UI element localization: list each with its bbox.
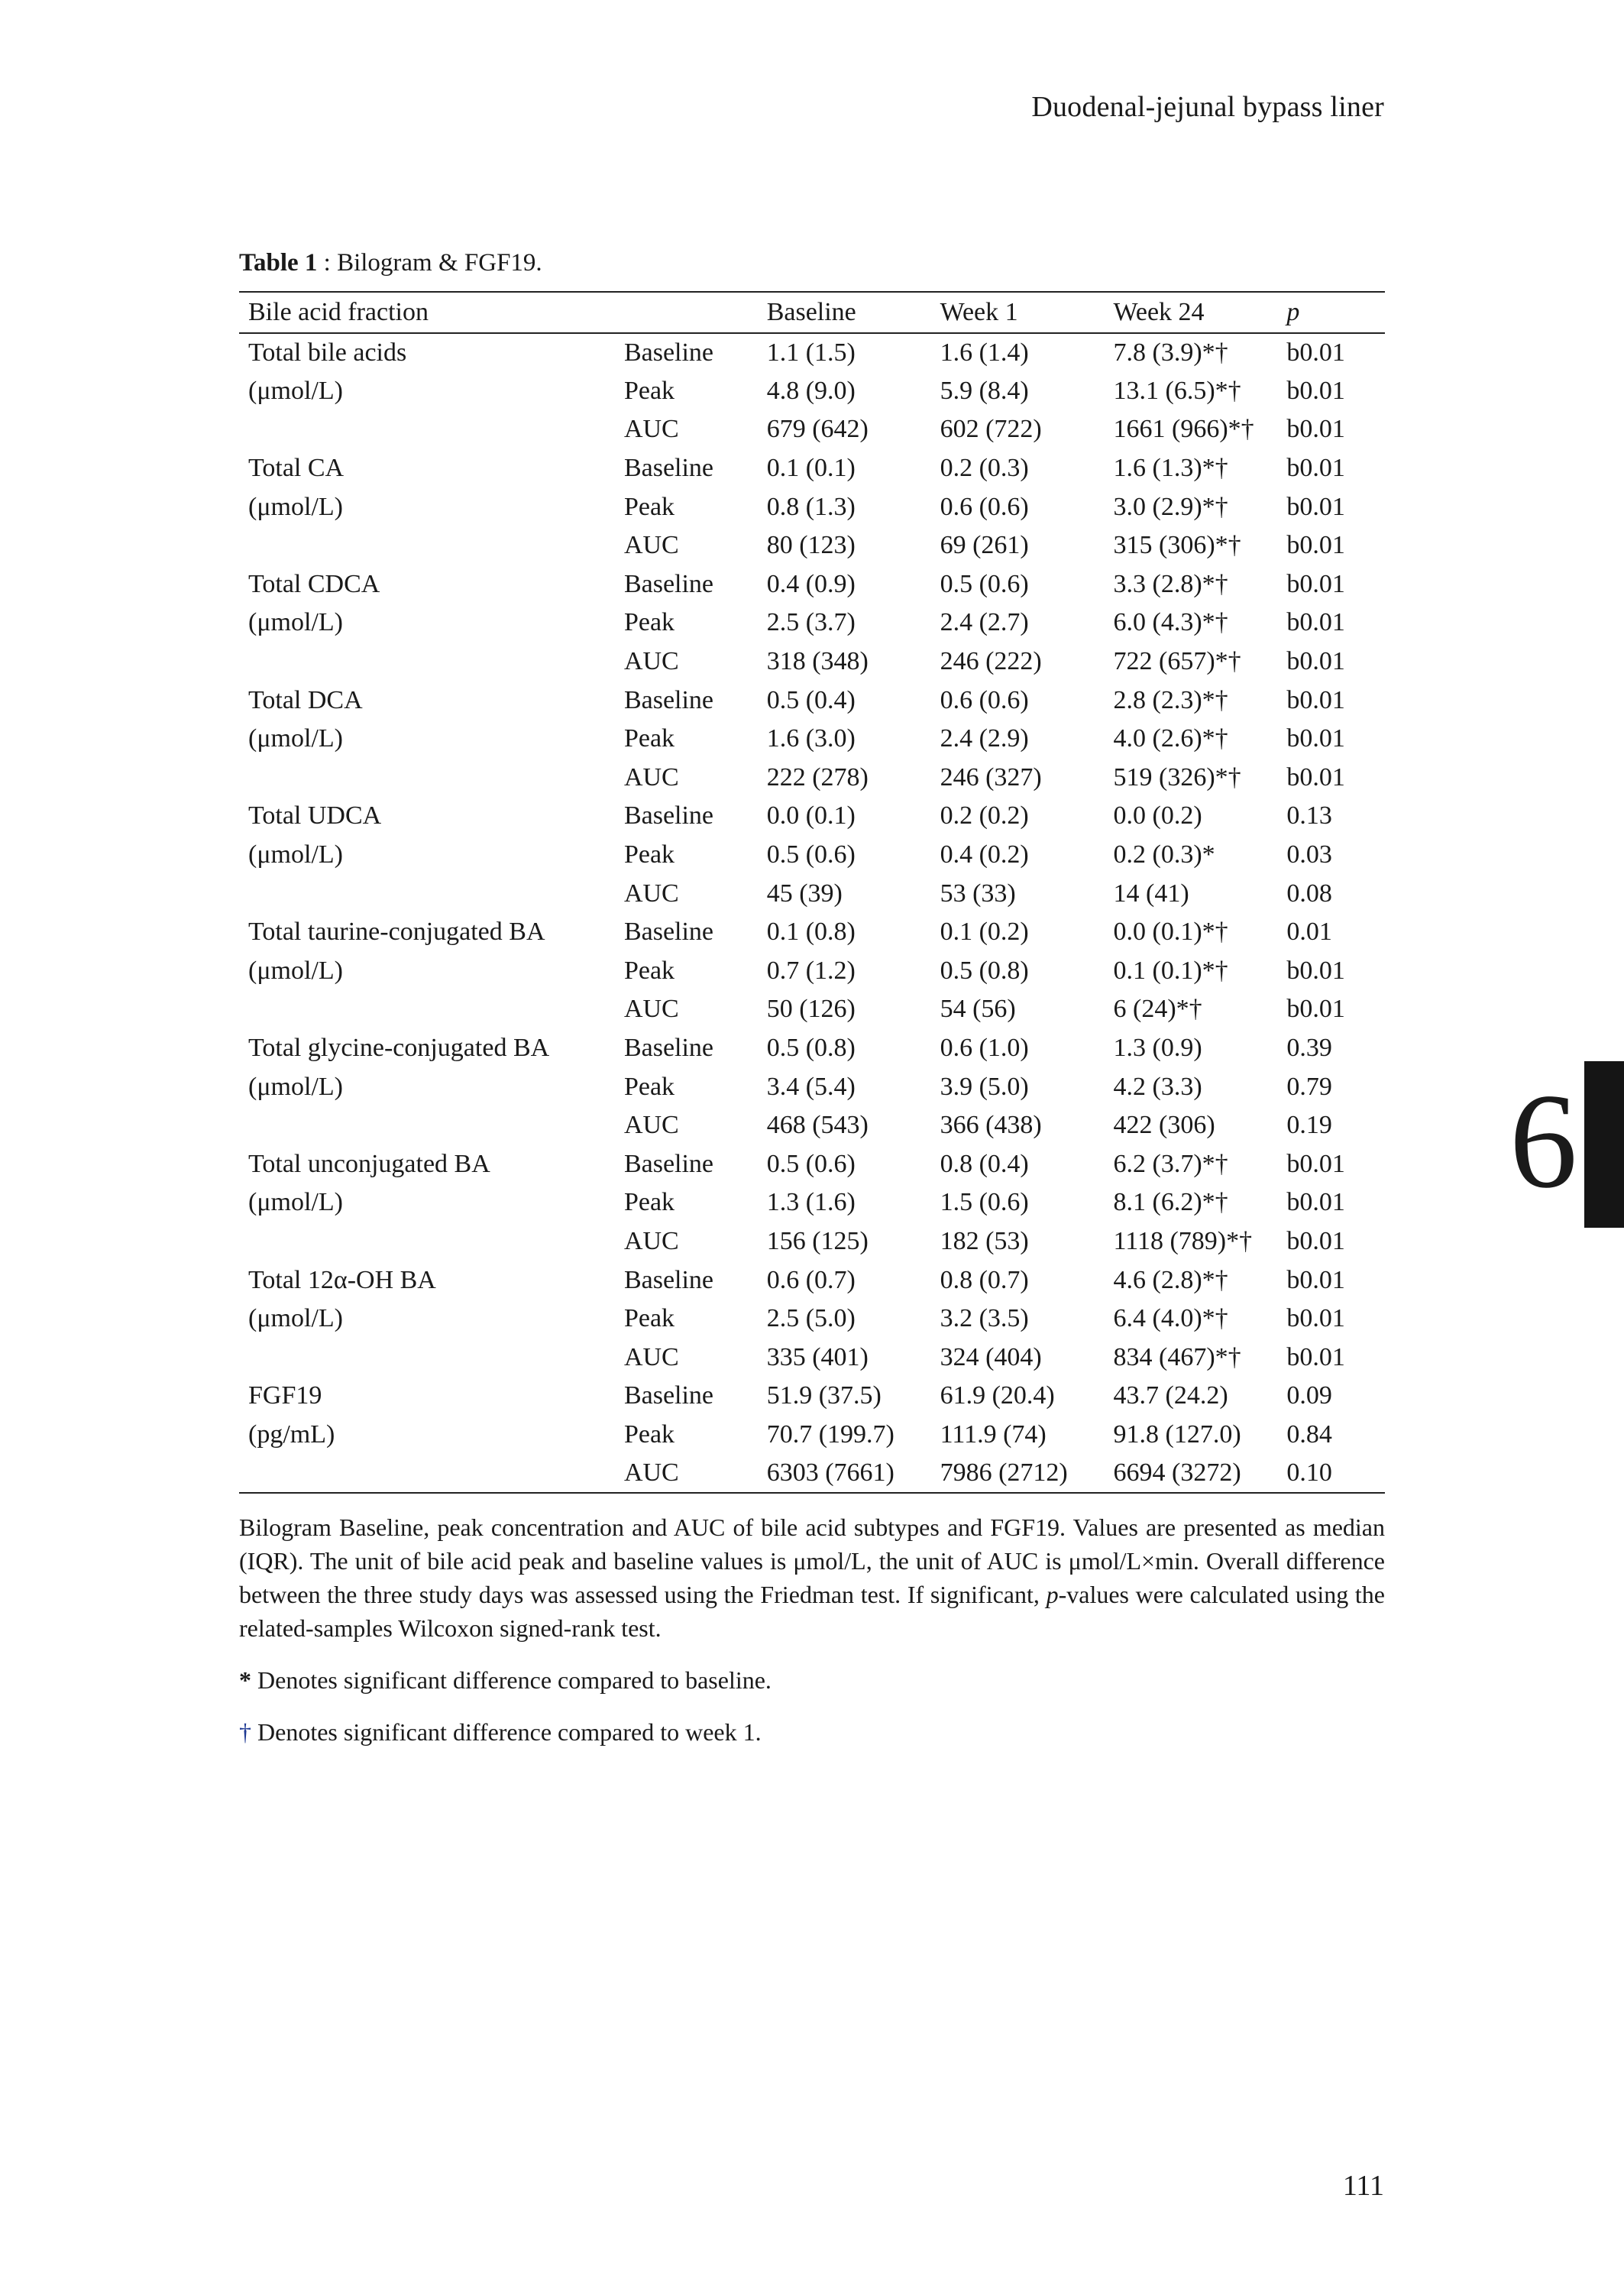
table-row [239, 604, 1385, 643]
cell-p-value: 0.09 [1286, 1381, 1332, 1410]
cell-measure: AUC [623, 1111, 679, 1140]
cell-measure: Baseline [623, 454, 714, 483]
cell-measure: Peak [623, 608, 675, 637]
cell-fraction: (μmol/L) [248, 724, 343, 753]
cell-week-1: 0.6 (0.6) [940, 685, 1029, 714]
cell-week-24: 1.3 (0.9) [1113, 1033, 1202, 1062]
cell-baseline: 679 (642) [766, 415, 869, 444]
cell-week-1: 0.2 (0.2) [940, 801, 1029, 830]
cell-measure: Baseline [623, 685, 714, 714]
cell-baseline: 468 (543) [766, 1111, 869, 1140]
cell-week-1: 3.9 (5.0) [940, 1072, 1029, 1101]
cell-week-1: 0.1 (0.2) [940, 918, 1029, 947]
table-row [239, 565, 1385, 604]
cell-baseline: 0.1 (0.8) [766, 918, 856, 947]
cell-fraction: (μmol/L) [248, 376, 343, 405]
cell-p-value: b0.01 [1286, 1265, 1345, 1294]
cell-week-24: 422 (306) [1113, 1111, 1215, 1140]
cell-week-1: 602 (722) [940, 415, 1042, 444]
header-p-value: p [1277, 292, 1385, 333]
cell-fraction: FGF19 [248, 1381, 322, 1410]
table-row [239, 952, 1385, 991]
bilogram-table [239, 291, 1385, 1494]
cell-measure: AUC [623, 647, 679, 676]
cell-baseline: 0.5 (0.8) [766, 1033, 856, 1062]
cell-week-24: 4.6 (2.8)*† [1113, 1265, 1228, 1294]
cell-week-1: 0.6 (1.0) [940, 1033, 1029, 1062]
table-row [239, 1300, 1385, 1339]
cell-measure: Baseline [623, 801, 714, 830]
cell-fraction: (μmol/L) [248, 608, 343, 637]
cell-baseline: 45 (39) [766, 879, 843, 908]
cell-p-value: 0.13 [1286, 801, 1332, 830]
star-footnote [239, 1663, 1385, 1697]
cell-p-value: b0.01 [1286, 1226, 1345, 1255]
cell-week-24: 722 (657)*† [1113, 647, 1241, 676]
cell-baseline: 6303 (7661) [758, 1454, 931, 1493]
cell-fraction [239, 526, 615, 565]
cell-fraction: (μmol/L) [248, 1304, 343, 1333]
cell-fraction [239, 1222, 615, 1261]
cell-week-24: 8.1 (6.2)*† [1113, 1188, 1228, 1217]
cell-fraction [239, 410, 615, 449]
cell-measure: Baseline [623, 1381, 714, 1410]
header-bile-acid-fraction: Bile acid fraction [239, 292, 615, 333]
cell-p-value: b0.01 [1286, 492, 1345, 521]
cell-fraction [239, 1106, 615, 1145]
chapter-number: 6 [1509, 1065, 1577, 1216]
cell-week-1: 53 (33) [940, 879, 1016, 908]
table-row [239, 1183, 1385, 1222]
header-measure [615, 292, 758, 333]
cell-p-value: b0.01 [1286, 415, 1345, 444]
cell-baseline: 318 (348) [766, 647, 869, 676]
cell-week-24: 0.0 (0.1)*† [1113, 918, 1228, 947]
table-row [239, 372, 1385, 411]
cell-week-1: 1.6 (1.4) [940, 338, 1029, 367]
table-caption [239, 249, 542, 277]
cell-fraction: (pg/mL) [248, 1420, 335, 1449]
cell-fraction [239, 990, 615, 1029]
cell-measure: Peak [623, 1188, 675, 1217]
cell-baseline: 50 (126) [766, 995, 856, 1024]
cell-week-24: 0.1 (0.1)*† [1113, 956, 1228, 985]
cell-fraction [239, 759, 615, 798]
cell-baseline: 0.0 (0.1) [766, 801, 856, 830]
cell-measure: Peak [623, 1304, 675, 1333]
cell-week-1: 0.8 (0.4) [940, 1149, 1029, 1178]
cell-week-24: 315 (306)*† [1113, 531, 1241, 560]
table-header-row [239, 292, 1385, 333]
cell-fraction: Total 12α-OH BA [248, 1265, 436, 1294]
cell-baseline: 0.5 (0.4) [766, 685, 856, 714]
cell-measure: Peak [623, 956, 675, 985]
star-symbol: * [239, 1666, 251, 1694]
cell-measure: AUC [615, 1454, 758, 1493]
cell-fraction: Total DCA [248, 685, 363, 714]
cell-measure: Baseline [623, 569, 714, 598]
cell-week-24: 13.1 (6.5)*† [1113, 376, 1241, 405]
table-row [239, 1144, 1385, 1183]
cell-week-24: 6.0 (4.3)*† [1113, 608, 1228, 637]
cell-week-24: 3.3 (2.8)*† [1113, 569, 1228, 598]
cell-baseline: 0.8 (1.3) [766, 492, 856, 521]
cell-p-value: 0.03 [1286, 840, 1332, 869]
cell-week-24: 6.2 (3.7)*† [1113, 1149, 1228, 1178]
cell-baseline: 1.1 (1.5) [766, 338, 856, 367]
cell-measure: AUC [623, 1226, 679, 1255]
cell-week-24: 1.6 (1.3)*† [1113, 454, 1228, 483]
cell-p-value: b0.01 [1286, 647, 1345, 676]
cell-week-24: 0.0 (0.2) [1113, 801, 1202, 830]
cell-week-1: 246 (327) [940, 762, 1042, 792]
cell-baseline: 3.4 (5.4) [766, 1072, 856, 1101]
table-row [239, 526, 1385, 565]
cell-measure: Baseline [623, 1265, 714, 1294]
cell-measure: AUC [623, 762, 679, 792]
cell-measure: Peak [623, 376, 675, 405]
cell-fraction [239, 643, 615, 681]
cell-week-24: 6694 (3272) [1105, 1454, 1278, 1493]
table-row [239, 1454, 1385, 1493]
dagger-symbol: † [239, 1718, 251, 1746]
running-head: Duodenal-jejunal bypass liner [1031, 91, 1384, 123]
table-row [239, 990, 1385, 1029]
cell-week-24: 1661 (966)*† [1113, 415, 1254, 444]
table-row [239, 1261, 1385, 1300]
cell-p-value: b0.01 [1286, 376, 1345, 405]
cell-week-24: 4.2 (3.3) [1113, 1072, 1202, 1101]
cell-fraction: Total bile acids [248, 338, 407, 367]
cell-baseline: 2.5 (5.0) [766, 1304, 856, 1333]
cell-week-24: 519 (326)*† [1113, 762, 1241, 792]
cell-baseline: 156 (125) [766, 1226, 869, 1255]
cell-week-1: 69 (261) [940, 531, 1029, 560]
cell-week-24: 7.8 (3.9)*† [1113, 338, 1228, 367]
cell-fraction: Total UDCA [248, 801, 382, 830]
cell-baseline: 80 (123) [766, 531, 856, 560]
cell-week-1: 61.9 (20.4) [940, 1381, 1055, 1410]
cell-week-24: 3.0 (2.9)*† [1113, 492, 1228, 521]
cell-measure: Baseline [623, 1033, 714, 1062]
cell-measure: Peak [623, 724, 675, 753]
cell-baseline: 0.1 (0.1) [766, 454, 856, 483]
table-notes [239, 1510, 1385, 1749]
cell-p-value: 0.01 [1286, 918, 1332, 947]
table-row [239, 1222, 1385, 1261]
cell-p-value: b0.01 [1286, 762, 1345, 792]
cell-measure: Peak [623, 840, 675, 869]
table-body [239, 333, 1385, 1493]
cell-week-1: 3.2 (3.5) [940, 1304, 1029, 1333]
cell-fraction: (μmol/L) [248, 840, 343, 869]
cell-fraction: Total CA [248, 454, 345, 483]
cell-p-value: b0.01 [1286, 956, 1345, 985]
cell-week-24: 2.8 (2.3)*† [1113, 685, 1228, 714]
header-baseline: Baseline [758, 292, 931, 333]
cell-p-value: b0.01 [1286, 685, 1345, 714]
cell-p-value: b0.01 [1286, 1149, 1345, 1178]
cell-week-24: 91.8 (127.0) [1113, 1420, 1241, 1449]
cell-week-1: 54 (56) [940, 995, 1016, 1024]
cell-measure: Peak [623, 1072, 675, 1101]
table-row [239, 449, 1385, 488]
cell-fraction [239, 1338, 615, 1377]
table-row [239, 874, 1385, 913]
table-row [239, 1029, 1385, 1068]
cell-p-value: b0.01 [1286, 569, 1345, 598]
table-row [239, 1067, 1385, 1106]
cell-week-1: 366 (438) [940, 1111, 1042, 1140]
cell-week-24: 1118 (789)*† [1113, 1226, 1253, 1255]
cell-p-value: 0.08 [1286, 879, 1332, 908]
cell-p-value: b0.01 [1286, 531, 1345, 560]
table-description [239, 1510, 1385, 1645]
table-row [239, 643, 1385, 681]
cell-measure: Baseline [623, 338, 714, 367]
cell-baseline: 335 (401) [766, 1342, 869, 1371]
cell-p-value: 0.39 [1286, 1033, 1332, 1062]
cell-measure: AUC [623, 995, 679, 1024]
table-row [239, 1338, 1385, 1377]
cell-fraction: (μmol/L) [248, 1188, 343, 1217]
cell-week-24: 6.4 (4.0)*† [1113, 1304, 1228, 1333]
cell-fraction: (μmol/L) [248, 1072, 343, 1101]
cell-week-1: 0.6 (0.6) [940, 492, 1029, 521]
cell-week-1: 2.4 (2.9) [940, 724, 1029, 753]
header-week-24: Week 24 [1105, 292, 1278, 333]
cell-p-value: b0.01 [1286, 454, 1345, 483]
cell-week-24: 14 (41) [1113, 879, 1189, 908]
cell-p-value: b0.01 [1286, 995, 1345, 1024]
cell-week-1: 182 (53) [940, 1226, 1029, 1255]
table-row [239, 1106, 1385, 1145]
table-row [239, 913, 1385, 952]
dagger-footnote-text: Denotes significant difference compared to week 1. [251, 1718, 762, 1746]
cell-measure: AUC [623, 531, 679, 560]
star-footnote-text: Denotes significant difference compared to baseline. [251, 1666, 772, 1694]
cell-week-1: 0.5 (0.8) [940, 956, 1029, 985]
cell-p-value: b0.01 [1286, 1342, 1345, 1371]
cell-baseline: 51.9 (37.5) [766, 1381, 882, 1410]
table-row [239, 681, 1385, 720]
table-row [239, 487, 1385, 526]
cell-baseline: 1.3 (1.6) [766, 1188, 856, 1217]
table-row [239, 410, 1385, 449]
cell-p-value: b0.01 [1286, 608, 1345, 637]
cell-baseline: 0.4 (0.9) [766, 569, 856, 598]
cell-fraction: Total glycine-conjugated BA [248, 1033, 550, 1062]
table-row [239, 836, 1385, 875]
cell-measure: Peak [623, 1420, 675, 1449]
cell-measure: AUC [623, 415, 679, 444]
cell-week-1: 0.4 (0.2) [940, 840, 1029, 869]
cell-baseline: 0.5 (0.6) [766, 1149, 856, 1178]
table-row [239, 797, 1385, 836]
cell-week-1: 324 (404) [940, 1342, 1042, 1371]
dagger-footnote [239, 1715, 1385, 1749]
description-part-2: -values were calculated using the related-samples Wilcoxon signed-rank test. [239, 1581, 1386, 1642]
cell-week-1: 111.9 (74) [940, 1420, 1047, 1449]
cell-measure: AUC [623, 1342, 679, 1371]
cell-measure: Peak [623, 492, 675, 521]
cell-week-1: 5.9 (8.4) [940, 376, 1029, 405]
header-week-1: Week 1 [931, 292, 1105, 333]
table-row [239, 720, 1385, 759]
cell-week-1: 2.4 (2.7) [940, 608, 1029, 637]
table-caption-label: Table 1 [239, 249, 318, 277]
cell-week-1: 246 (222) [940, 647, 1042, 676]
cell-measure: Baseline [623, 1149, 714, 1178]
cell-baseline: 222 (278) [766, 762, 869, 792]
cell-measure: Baseline [623, 918, 714, 947]
description-part-1: Bilogram Baseline, peak concentration and AUC of bile acid subtypes and FGF19. Values are presented as median (IQR). The unit of bile acid peak and baseline values is μmol/L, the unit of AUC is μmol/L×min. Overall difference between the three study days was assessed using the Friedman test. If significant, [239, 1513, 1385, 1608]
cell-baseline: 2.5 (3.7) [766, 608, 856, 637]
page-number: 111 [1342, 2170, 1384, 2202]
table-caption-text: : Bilogram & FGF19. [317, 249, 542, 277]
cell-fraction [239, 874, 615, 913]
cell-fraction [239, 1454, 615, 1493]
chapter-tab-marker [1584, 1061, 1624, 1228]
cell-fraction: Total taurine-conjugated BA [248, 918, 545, 947]
cell-week-24: 6 (24)*† [1113, 995, 1202, 1024]
cell-week-24: 43.7 (24.2) [1113, 1381, 1228, 1410]
cell-baseline: 70.7 (199.7) [766, 1420, 894, 1449]
cell-baseline: 0.5 (0.6) [766, 840, 856, 869]
cell-baseline: 4.8 (9.0) [766, 376, 856, 405]
cell-p-value: 0.84 [1286, 1420, 1332, 1449]
cell-p-value: 0.10 [1277, 1454, 1385, 1493]
cell-p-value: b0.01 [1286, 1304, 1345, 1333]
cell-week-24: 0.2 (0.3)* [1113, 840, 1215, 869]
description-p-letter: p [1046, 1581, 1059, 1608]
table-row [239, 333, 1385, 372]
table-row [239, 1377, 1385, 1416]
table-row [239, 759, 1385, 798]
cell-fraction: (μmol/L) [248, 492, 343, 521]
cell-measure: AUC [623, 879, 679, 908]
cell-p-value: b0.01 [1286, 724, 1345, 753]
cell-p-value: b0.01 [1286, 338, 1345, 367]
cell-week-1: 0.8 (0.7) [940, 1265, 1029, 1294]
cell-baseline: 1.6 (3.0) [766, 724, 856, 753]
table-row [239, 1416, 1385, 1455]
cell-fraction: Total CDCA [248, 569, 380, 598]
cell-week-24: 834 (467)*† [1113, 1342, 1241, 1371]
cell-p-value: b0.01 [1286, 1188, 1345, 1217]
cell-week-1: 1.5 (0.6) [940, 1188, 1029, 1217]
cell-fraction: Total unconjugated BA [248, 1149, 490, 1178]
cell-week-1: 0.5 (0.6) [940, 569, 1029, 598]
cell-fraction: (μmol/L) [248, 956, 343, 985]
cell-p-value: 0.79 [1286, 1072, 1332, 1101]
cell-week-1: 7986 (2712) [931, 1454, 1105, 1493]
cell-week-24: 4.0 (2.6)*† [1113, 724, 1228, 753]
cell-week-1: 0.2 (0.3) [940, 454, 1029, 483]
cell-baseline: 0.6 (0.7) [766, 1265, 856, 1294]
cell-baseline: 0.7 (1.2) [766, 956, 856, 985]
cell-p-value: 0.19 [1286, 1111, 1332, 1140]
